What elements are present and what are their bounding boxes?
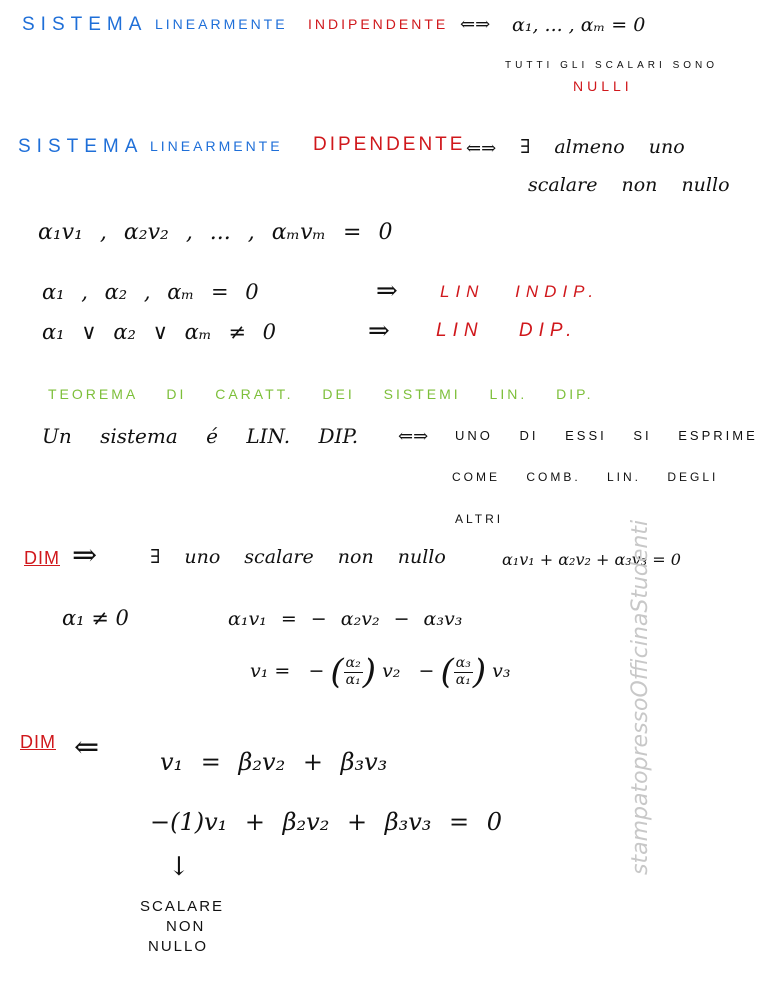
proof1-equation: α₁v₁ + α₂v₂ + α₃v₃ = 0 xyxy=(502,550,681,569)
paren-open-1: ( xyxy=(330,652,344,692)
step2-v3: v₃ xyxy=(492,660,511,682)
paren-close-1: ) xyxy=(362,652,377,692)
heading-linearmente-1: LINEARMENTE xyxy=(155,16,288,32)
implies-arrow-dep: ⇒ xyxy=(368,316,390,346)
note-all-scalars: TUTTI GLI SCALARI SONO xyxy=(505,60,719,71)
fraction-2-den: α₁ xyxy=(455,671,471,688)
fraction-2-num: α₃ xyxy=(455,655,471,672)
step2-v2: v₂ xyxy=(382,660,401,682)
row-dep-lhs: α₁ ∨ α₂ ∨ αₘ ≠ 0 xyxy=(42,320,277,344)
linear-combination: α₁v₁ , α₂v₂ , ... , αₘvₘ = 0 xyxy=(38,220,393,245)
theorem-rhs-3: ALTRI xyxy=(455,512,504,526)
step2-minus-1: − xyxy=(308,660,325,682)
heading-sistema-2: SISTEMA xyxy=(18,136,144,157)
theorem-rhs-1: UNO DI ESSI SI ESPRIME xyxy=(455,428,758,443)
theorem-statement: Un sistema é LIN. DIP. xyxy=(42,424,359,448)
label-lin-dip: LIN DIP. xyxy=(436,320,578,341)
proof1-step2 xyxy=(250,652,511,692)
iff-arrow-theorem: ⇐⇒ xyxy=(398,426,429,447)
backward-arrow-icon: ⇐ xyxy=(74,730,100,765)
heading-indipendente: INDIPENDENTE xyxy=(308,16,449,32)
watermark: stampatopressoOfficinaStudenti xyxy=(628,519,653,875)
proof2-eq2: −(1)v₁ + β₂v₂ + β₃v₃ = 0 xyxy=(150,808,503,836)
theorem-title: TEOREMA DI CARATT. DEI SISTEMI LIN. DIP. xyxy=(48,386,594,402)
iff-arrow-1: ⇐⇒ xyxy=(460,14,491,35)
note-non: NON xyxy=(166,918,206,935)
note-nulli: NULLI xyxy=(573,78,633,94)
proof1-hypothesis: α₁ ≠ 0 xyxy=(62,606,129,630)
theorem-rhs-2: COME COMB. LIN. DEGLI xyxy=(452,470,719,484)
heading-dipendente: DIPENDENTE xyxy=(313,134,466,155)
down-arrow-icon: ↓ xyxy=(168,852,190,882)
step2-minus-2: − xyxy=(418,660,435,682)
exists-text: ∃ almeno uno xyxy=(520,136,685,158)
note-nullo: NULLO xyxy=(148,938,209,955)
proof-label-2: DIM xyxy=(20,732,56,752)
fraction-1 xyxy=(344,656,363,688)
paren-open-2: ( xyxy=(440,652,454,692)
note-scalare: SCALARE xyxy=(140,898,225,915)
proof-label-1: DIM xyxy=(24,548,60,568)
implies-arrow-indep: ⇒ xyxy=(376,276,398,306)
proof1-step1: α₁v₁ = − α₂v₂ − α₃v₃ xyxy=(228,608,463,630)
heading-sistema-1: SISTEMA xyxy=(22,14,148,35)
row-indep-lhs: α₁ , α₂ , αₘ = 0 xyxy=(42,280,259,304)
step2-lhs: v₁ = xyxy=(250,660,291,682)
fraction-1-num: α₂ xyxy=(345,655,361,672)
forward-arrow-icon: ⇒ xyxy=(72,538,98,573)
paren-close-2: ) xyxy=(472,652,487,692)
proof2-eq1: v₁ = β₂v₂ + β₃v₃ xyxy=(160,748,388,776)
condition-all-zero: α₁, ... , αₘ = 0 xyxy=(512,14,646,36)
iff-arrow-2: ⇐⇒ xyxy=(466,138,497,159)
fraction-2 xyxy=(454,656,473,688)
proof1-text: ∃ uno scalare non nullo xyxy=(150,546,446,568)
label-lin-indip: LIN INDIP. xyxy=(440,282,600,301)
heading-linearmente-2: LINEARMENTE xyxy=(150,138,283,154)
fraction-1-den: α₁ xyxy=(345,671,361,688)
scalar-nonzero-text: scalare non nullo xyxy=(528,174,730,196)
